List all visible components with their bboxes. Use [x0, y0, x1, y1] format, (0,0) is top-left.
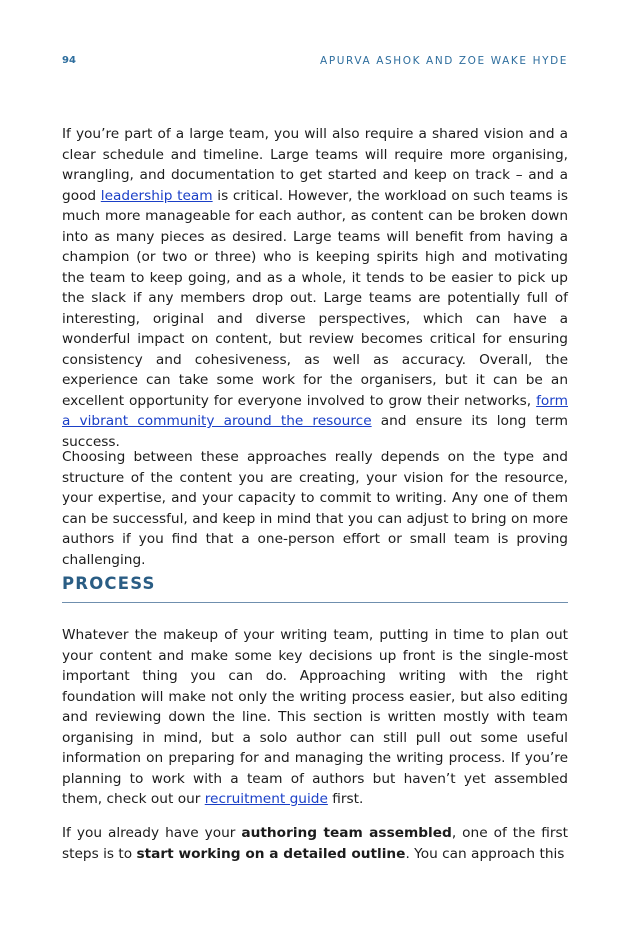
bold-text: start working on a detailed outline — [136, 845, 406, 862]
section-heading: PROCESS — [62, 574, 568, 603]
running-head: APURVA ASHOK AND ZOE WAKE HYDE — [320, 55, 568, 67]
text-run: . You can approach this — [405, 845, 565, 862]
bold-text: authoring team assembled — [241, 825, 452, 841]
community-link[interactable]: form a vibrant community around the resource — [62, 392, 568, 429]
text-run: is critical. However, the workload on such teams is much more manageable for each author, as content can be broken down into as many pieces as desired. Large teams will benefit from having a champion (or two or three) who is keeping spirits high and motivating the team to keep going, and as a whole, it tends to be easier to pick up the slack if any members drop out. Large teams are potentially full of interesting, original and diverse perspectives, which can have a wonderful impact on content, but review becomes critical for ensuring consistency and cohesiveness, as well as accuracy. Overall, the experience can take some work for the organisers, but it can be an excellent opportunity for everyone involved to grow their networks, — [62, 187, 568, 409]
paragraph-process — [62, 625, 568, 810]
section-heading-block — [62, 574, 568, 603]
recruitment-guide-link[interactable]: recruitment guide — [204, 791, 328, 807]
text-run: and ensure its long term success. — [62, 413, 568, 450]
page-header — [62, 55, 568, 71]
text-run: first. — [327, 791, 364, 807]
leadership-team-link[interactable]: leadership team — [100, 187, 213, 204]
paragraph-large-teams — [62, 124, 568, 452]
text-run: , one of the first steps is to — [62, 825, 568, 862]
text-run: If you already have your — [62, 825, 242, 841]
text-run: Whatever the makeup of your writing team, putting in time to plan out your content and make some key decisions up front is the single-most important thing you can do. Approaching writing with the right foundation will make not only the writing process easier, but also editing and reviewing down the line. This section is written mostly with team organising in mind, but a solo author can still pull out some useful information on preparing for and managing the writing process. If you’re planning to work with a team of authors but haven’t yet assembled them, check out our — [62, 627, 568, 807]
paragraph-authoring-team — [62, 823, 568, 864]
page-number: 94 — [62, 55, 76, 66]
paragraph-choosing-approach: Choosing between these approaches really depends on the type and structure of the content you are creating, your vision for the resource, your expertise, and your capacity to commit to writing. Any one of them can be successful, and keep in mind that you can adjust to bring on more authors if you find that a one-person effort or small team is proving challenging. — [62, 449, 568, 568]
text-run: If you’re part of a large team, you will also require a shared vision and a clear schedule and timeline. Large teams will require more organising, wrangling, and documentation to get started and keep on track – and a good — [62, 126, 568, 204]
